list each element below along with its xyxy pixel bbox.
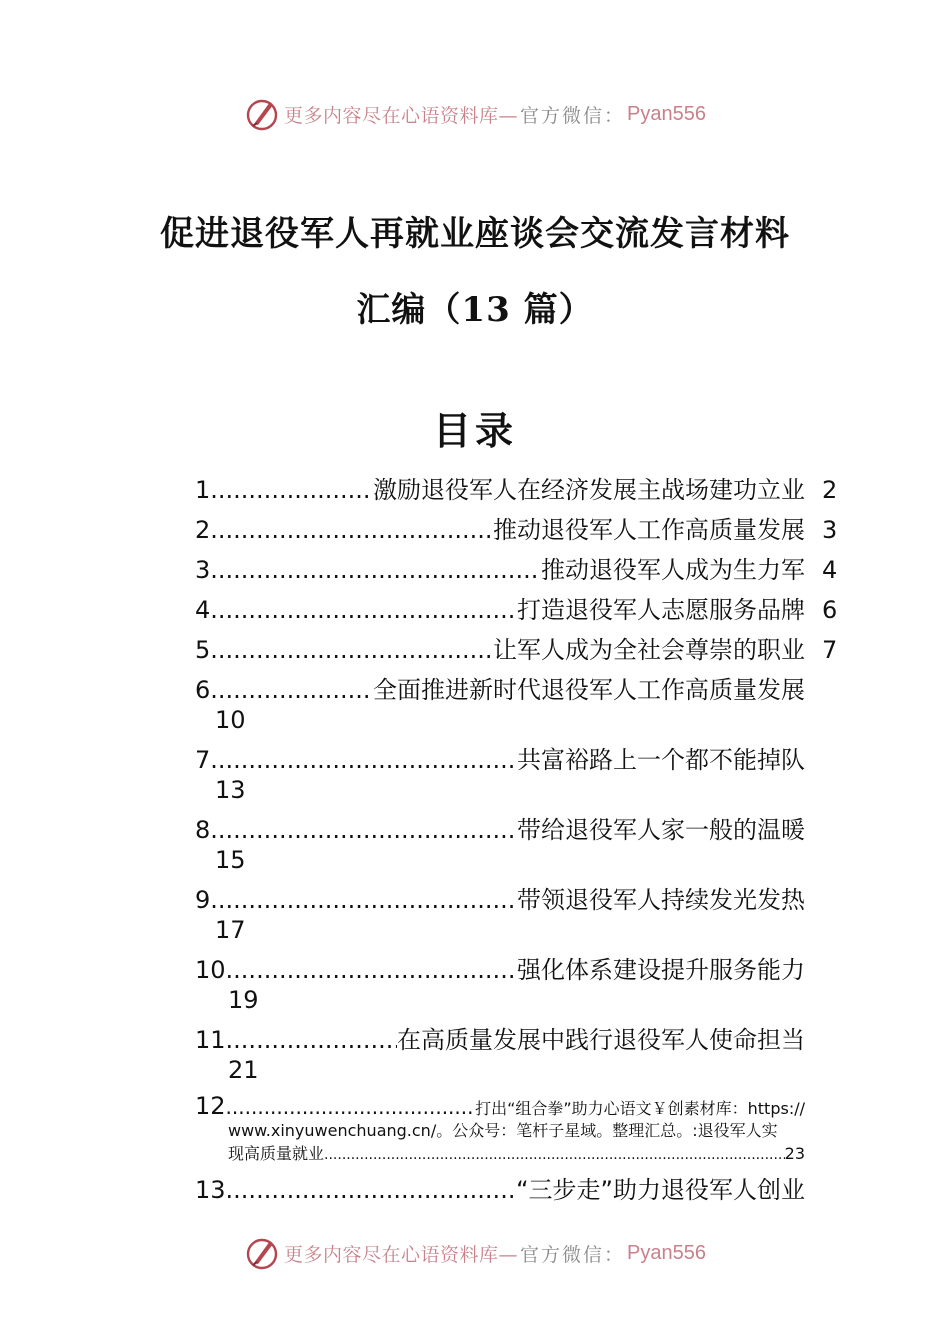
toc-entry[interactable]: [195, 594, 805, 626]
toc-entry-number: 1: [195, 476, 211, 504]
toc-entry-page: 15: [215, 846, 246, 874]
toc-entry-number: 6: [195, 676, 211, 704]
toc-leader-dots: [226, 1024, 397, 1056]
toc-leader-dots: [210, 634, 493, 666]
toc-leader-dots: [324, 1143, 785, 1167]
quill-logo-icon: [244, 1235, 280, 1271]
toc-entry-label: 强化体系建设提升服务能力: [517, 956, 805, 984]
toc-entry-label-continued: 现高质量就业: [228, 1144, 325, 1163]
toc-entry[interactable]: [195, 474, 805, 506]
toc-entry-page: 17: [215, 916, 246, 944]
toc-heading: 目录: [432, 408, 517, 453]
toc-entry-label: 打出“组合拳”助力心语文￥创素材库：https://: [475, 1099, 805, 1118]
toc-entry[interactable]: [195, 554, 805, 586]
footer-watermark-banner: [0, 1233, 950, 1273]
toc-entry-page: 23: [784, 1144, 805, 1163]
toc-entry-label: 激励退役军人在经济发展主战场建功立业: [373, 476, 805, 504]
toc-entry[interactable]: [195, 744, 805, 776]
toc-entry-number: 12: [195, 1092, 226, 1120]
toc-leader-dots: [210, 744, 517, 776]
banner-text: 更多内容尽在心语资料库—: [284, 104, 519, 127]
toc-leader-dots: [210, 554, 541, 586]
toc-entry-page: 2: [822, 476, 838, 504]
toc-entry-page: 6: [822, 596, 838, 624]
toc-entry-number: 5: [195, 636, 211, 664]
toc-entry-page: 7: [822, 636, 838, 664]
banner-text: 更多内容尽在心语资料库—: [284, 1243, 519, 1266]
toc-entry-page: 21: [228, 1056, 259, 1084]
quill-logo-icon: [244, 96, 280, 132]
toc-entry-number: 13: [195, 1176, 226, 1204]
toc-entry-number: 4: [195, 596, 211, 624]
banner-wechat-id: Pyan556: [627, 102, 706, 125]
toc-entry-number: 7: [195, 746, 211, 774]
toc-entry-page: 10: [215, 706, 246, 734]
toc-entry[interactable]: [195, 814, 805, 846]
toc-leader-dots: [226, 1091, 476, 1123]
banner-wechat-label: 官方微信：: [520, 104, 626, 127]
toc-entry-number: 10: [195, 956, 226, 984]
toc-entry-label: 带给退役军人家一般的温暖: [517, 816, 805, 844]
toc-entry[interactable]: [195, 1024, 805, 1056]
toc-leader-dots: [210, 814, 517, 846]
toc-entry-label: “三步走”助力退役军人创业: [516, 1176, 805, 1204]
toc-entry-number: 3: [195, 556, 211, 584]
banner-wechat-label: 官方微信：: [520, 1243, 626, 1266]
header-watermark-banner: [0, 94, 950, 134]
toc-leader-dots: [210, 674, 373, 706]
toc-leader-dots: [226, 954, 517, 986]
toc-entry-label: 打造退役军人志愿服务品牌: [517, 596, 805, 624]
toc-entry-page: 13: [215, 776, 246, 804]
toc-leader-dots: [210, 474, 373, 506]
toc-entry[interactable]: [195, 514, 805, 546]
toc-entry-page: 19: [228, 986, 259, 1014]
toc-entry-number: 2: [195, 516, 211, 544]
banner-wechat-id: Pyan556: [627, 1241, 706, 1264]
toc-entry-label-continued: www.xinyuwenchuang.cn/。公众号：笔杆子星域。整理汇总。:退役军人实: [228, 1121, 778, 1140]
toc-entry-label: 推动退役军人工作高质量发展: [493, 516, 805, 544]
toc-entry-label: 全面推进新时代退役军人工作高质量发展: [373, 676, 805, 704]
toc-entry-label: 共富裕路上一个都不能掉队: [517, 746, 805, 774]
toc-entry-number: 9: [195, 886, 211, 914]
toc-entry[interactable]: [195, 884, 805, 916]
document-title-line1: 促进退役军人再就业座谈会交流发言材料: [160, 214, 790, 254]
document-title-line2: 汇编（13 篇）: [356, 290, 594, 330]
toc-leader-dots: [226, 1174, 517, 1206]
toc-entry-label: 在高质量发展中践行退役军人使命担当: [397, 1026, 805, 1054]
toc-leader-dots: [210, 594, 517, 626]
toc-entry-last-line: [228, 1142, 805, 1166]
toc-entry-label: 让军人成为全社会尊崇的职业: [493, 636, 805, 664]
toc-entry[interactable]: [195, 1090, 805, 1122]
toc-entry-label: 带领退役军人持续发光发热: [517, 886, 805, 914]
toc-leader-dots: [210, 514, 493, 546]
toc-entry-label: 推动退役军人成为生力军: [541, 556, 805, 584]
toc-entry[interactable]: [195, 674, 805, 706]
toc-entry[interactable]: [195, 1174, 805, 1206]
toc-entry[interactable]: [195, 634, 805, 666]
toc-entry-number: 11: [195, 1026, 226, 1054]
toc-entry[interactable]: [195, 954, 805, 986]
toc-leader-dots: [210, 884, 517, 916]
toc-entry-page: 3: [822, 516, 838, 544]
toc-entry-number: 8: [195, 816, 211, 844]
toc-entry-page: 4: [822, 556, 838, 584]
